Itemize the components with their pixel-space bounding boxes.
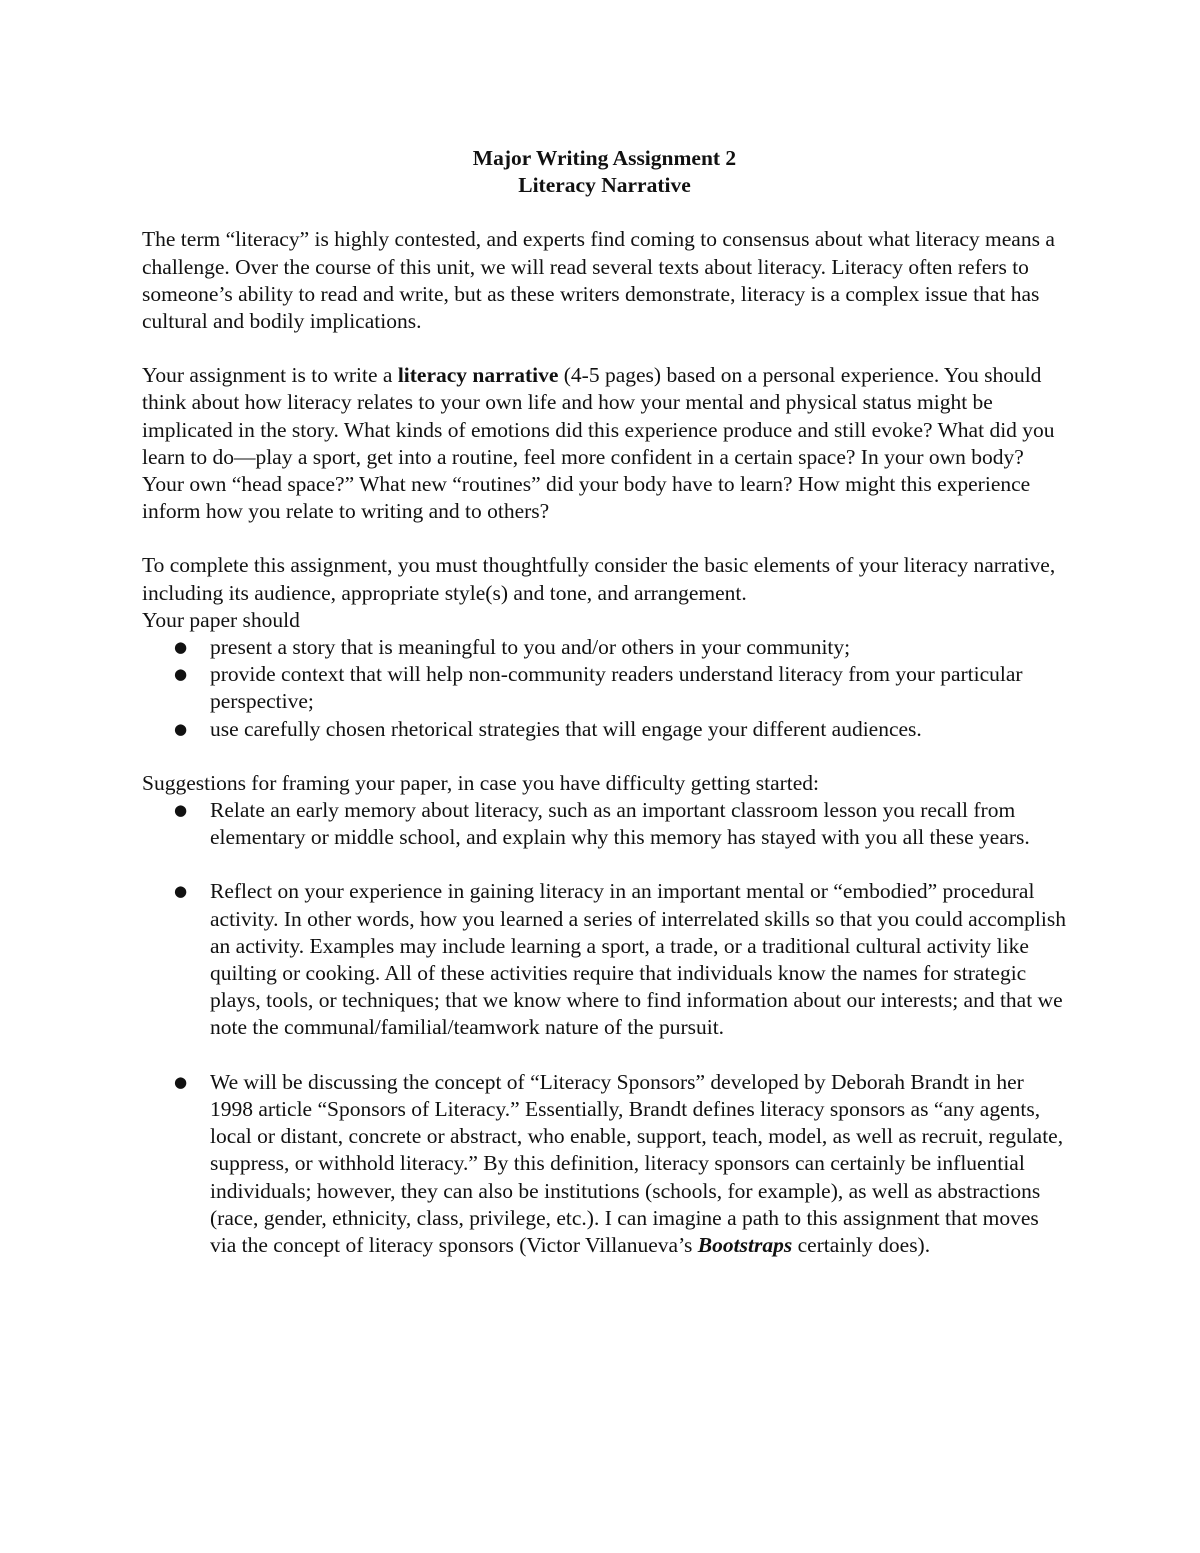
list-item-text: provide context that will help non-community readers understand literacy from your particular perspective; xyxy=(210,662,1023,714)
requirements-list xyxy=(142,634,1067,743)
paper-should-label: Your paper should xyxy=(142,607,300,632)
list-item xyxy=(142,661,1067,715)
bullet-icon: ● xyxy=(174,719,188,738)
bullet-icon: ● xyxy=(174,882,188,901)
intro-paragraph: The term “literacy” is highly contested, and experts find coming to consensus about what literacy means a challenge. Over the course of this unit, we will read several texts about literacy. Literacy often refers to someone’s ability to read and write, but as these writers demonstrate, literacy is a complex issue that has cultural and bodily implications. xyxy=(142,227,1055,334)
list-item xyxy=(142,1069,1067,1259)
sponsors-text-before: We will be discussing the concept of “Literacy Sponsors” developed by Deborah Brandt in her 1998 article “Sponsors of Literacy.” Essentially, Brandt defines literacy sponsors as “any agents, local or distant, concrete or abstract, who enable, support, teach, model, as well as recruit, regulate, suppress, or withhold literacy.” By this definition, literacy sponsors can certainly be influential individuals; however, they can also be institutions (schools, for example), as well as abstractions (race, gender, ethnicity, class, privilege, etc.). I can imagine a path to this assignment that moves via the concept of literacy sponsors (Victor Villanueva’s xyxy=(210,1069,1064,1257)
list-item-text xyxy=(210,1070,1063,1257)
document-page xyxy=(142,145,1067,1259)
bullet-icon: ● xyxy=(174,665,188,684)
book-title: Bootstraps xyxy=(697,1232,793,1257)
bullet-icon: ● xyxy=(174,1072,188,1091)
bullet-icon: ● xyxy=(174,638,188,657)
assignment-paragraph xyxy=(142,362,1067,525)
list-item-text: Relate an early memory about literacy, such as an important classroom lesson you recall from elementary or middle school, and explain why this memory has stayed with you all these years. xyxy=(210,798,1030,850)
assignment-text-after: (4-5 pages) based on a personal experience. You should think about how literacy relates to your own life and how your mental and physical status might be implicated in the story. What kinds of emotions did this experience produce and still evoke? What did you learn to do—play a sport, get into a routine, feel more confident in a certain space? In your own body? Your own “head space?” What new “routines” did your body have to learn? How might this experience inform how you relate to writing and to others? xyxy=(142,363,1055,524)
list-item-text: use carefully chosen rhetorical strategies that will engage your different audiences. xyxy=(210,716,922,741)
suggestions-list xyxy=(142,797,1067,1259)
list-item xyxy=(142,797,1067,851)
list-item xyxy=(142,716,1067,743)
suggestions-intro: Suggestions for framing your paper, in case you have difficulty getting started: xyxy=(142,770,820,795)
bullet-icon: ● xyxy=(174,801,188,820)
assignment-emphasis: literacy narrative xyxy=(397,363,559,388)
list-item-text: Reflect on your experience in gaining literacy in an important mental or “embodied” procedural activity. In other words, how you learned a series of interrelated skills so that you could accomplish an activity. Examples may include learning a sport, a trade, or a traditional cultural activity like quilting or cooking. All of these activities require that individuals know the names for strategic plays, tools, or techniques; that we know where to find information about our interests; and that we note the communal/familial/teamwork nature of the pursuit. xyxy=(210,879,1066,1040)
assignment-text-before: Your assignment is to write a xyxy=(142,363,398,388)
document-subtitle: Literacy Narrative xyxy=(518,173,691,198)
sponsors-text-after: certainly does). xyxy=(792,1232,931,1257)
list-item-text: present a story that is meaningful to you and/or others in your community; xyxy=(210,635,851,660)
list-item xyxy=(142,634,1067,661)
list-item xyxy=(142,878,1067,1041)
document-title: Major Writing Assignment 2 xyxy=(472,146,737,170)
complete-paragraph: To complete this assignment, you must thoughtfully consider the basic elements of your literacy narrative, including its audience, appropriate style(s) and tone, and arrangement. xyxy=(142,553,1056,605)
